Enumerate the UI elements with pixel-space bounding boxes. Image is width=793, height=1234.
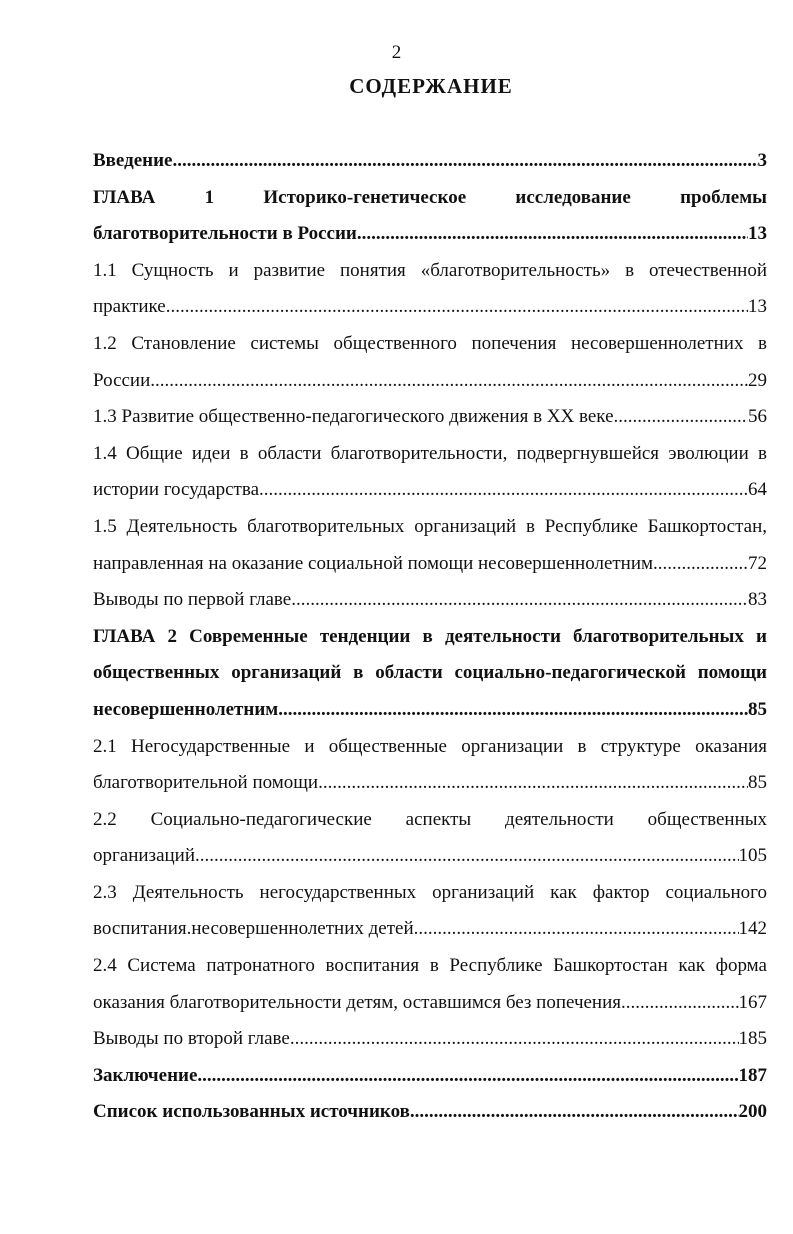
dot-leader <box>259 472 748 509</box>
toc-entry-title: воспитания.несовершеннолетних детей <box>93 918 414 940</box>
toc-entry-title: несовершеннолетним <box>93 698 279 720</box>
toc-page-number: 85 <box>748 698 767 720</box>
toc-entry-title: 1.3 Развитие общественно-педагогического движения в XX веке <box>93 406 614 428</box>
toc-page-number: 29 <box>748 369 767 391</box>
toc-page-number: 200 <box>738 1101 767 1123</box>
toc-page-number: 187 <box>738 1064 767 1086</box>
toc-entry-chapter-2[interactable] <box>93 692 767 729</box>
toc-entry-1-2[interactable] <box>93 363 767 400</box>
toc-entry-1-4[interactable] <box>93 472 767 509</box>
toc-entry-1-1[interactable] <box>93 289 767 326</box>
dot-leader <box>278 692 748 729</box>
toc-entry-title: благотворительности в России <box>93 223 357 245</box>
toc-entry-title: оказания благотворительности детям, оставшимся без попечения <box>93 991 622 1013</box>
toc-page-number: 167 <box>738 991 767 1013</box>
toc-page-number: 13 <box>748 223 767 245</box>
dot-leader <box>414 911 739 948</box>
toc-entry-1-1-line-1[interactable]: 1.1 Сущность и развитие понятия «благотворительность» в отечественной <box>93 259 767 281</box>
toc-entry-title: Выводы по второй главе <box>93 1028 290 1050</box>
toc-entry-conclusions-2[interactable] <box>93 1021 767 1058</box>
toc-entry-1-4-line-1[interactable]: 1.4 Общие идеи в области благотворительности, подвергнувшейся эволюции в <box>93 442 767 464</box>
dot-leader <box>197 1058 738 1095</box>
toc-entry-title: практике <box>93 296 166 318</box>
dot-leader <box>357 216 748 253</box>
toc-entry-2-2[interactable] <box>93 838 767 875</box>
dot-leader <box>150 363 748 400</box>
toc-page-number: 13 <box>748 296 767 318</box>
toc-page-number: 142 <box>738 918 767 940</box>
toc-page-number: 83 <box>748 589 767 611</box>
toc-page-number: 185 <box>738 1028 767 1050</box>
dot-leader <box>318 765 748 802</box>
toc-page-number: 85 <box>748 772 767 794</box>
toc-page-number: 56 <box>748 406 767 428</box>
toc-entry-chapter-1[interactable] <box>93 216 767 253</box>
dot-leader <box>614 399 749 436</box>
toc-entry-1-5-line-1[interactable]: 1.5 Деятельность благотворительных организаций в Республике Башкортостан, <box>93 515 767 537</box>
toc-entry-title: организаций <box>93 845 196 867</box>
toc-entry-title: Выводы по первой главе <box>93 589 292 611</box>
toc-page-number: 3 <box>757 150 767 171</box>
dot-leader <box>290 1021 739 1058</box>
toc-entry-2-4-line-1[interactable]: 2.4 Система патронатного воспитания в Республике Башкортостан как форма <box>93 955 767 977</box>
toc-entry-1-2-line-1[interactable]: 1.2 Становление системы общественного попечения несовершеннолетних в <box>93 332 767 354</box>
toc-entry-title: России <box>93 369 151 391</box>
toc-page-number: 72 <box>748 552 767 574</box>
toc-entry-2-2-line-1[interactable]: 2.2 Социально-педагогические аспекты деятельности общественных <box>93 808 767 830</box>
toc-entry-conclusions-1[interactable] <box>93 582 767 619</box>
toc-page-number: 64 <box>748 479 767 501</box>
toc-entry-2-3[interactable] <box>93 911 767 948</box>
dot-leader <box>653 546 748 583</box>
toc-entry-title: Список использованных источников <box>93 1101 410 1123</box>
toc-entry-chapter-2-line-2[interactable]: общественных организаций в области социально-педагогической помощи <box>93 662 767 684</box>
dot-leader <box>621 985 738 1022</box>
toc-entry-title: благотворительной помощи <box>93 772 319 794</box>
toc-entry-title: направленная на оказание социальной помощи несовершеннолетним <box>93 552 654 574</box>
dot-leader <box>291 582 748 619</box>
page-number: 2 <box>391 42 402 63</box>
toc-entry-title: истории государства <box>93 479 260 501</box>
table-of-contents <box>93 143 767 1131</box>
toc-entry-chapter-1-line-1[interactable]: ГЛАВА 1 Историко-генетическое исследование проблемы <box>93 186 767 208</box>
toc-entry-intro[interactable] <box>93 143 767 180</box>
page-title: СОДЕРЖАНИЕ <box>349 74 513 98</box>
toc-page-number: 105 <box>738 845 767 867</box>
toc-entry-title: Заключение <box>93 1064 198 1086</box>
toc-entry-2-1[interactable] <box>93 765 767 802</box>
dot-leader <box>195 838 738 875</box>
toc-entry-conclusion[interactable] <box>93 1058 767 1095</box>
toc-entry-2-1-line-1[interactable]: 2.1 Негосударственные и общественные организации в структуре оказания <box>93 735 767 757</box>
dot-leader <box>166 289 748 326</box>
toc-entry-1-3[interactable] <box>93 399 767 436</box>
toc-entry-2-4[interactable] <box>93 985 767 1022</box>
toc-entry-2-3-line-1[interactable]: 2.3 Деятельность негосударственных организаций как фактор социального <box>93 881 767 903</box>
dot-leader <box>173 143 758 180</box>
toc-entry-sources[interactable] <box>93 1094 767 1131</box>
dot-leader <box>410 1094 739 1131</box>
toc-entry-title: Введение <box>93 150 173 171</box>
toc-entry-chapter-2-line-1[interactable]: ГЛАВА 2 Современные тенденции в деятельности благотворительных и <box>93 625 767 647</box>
toc-entry-1-5[interactable] <box>93 546 767 583</box>
